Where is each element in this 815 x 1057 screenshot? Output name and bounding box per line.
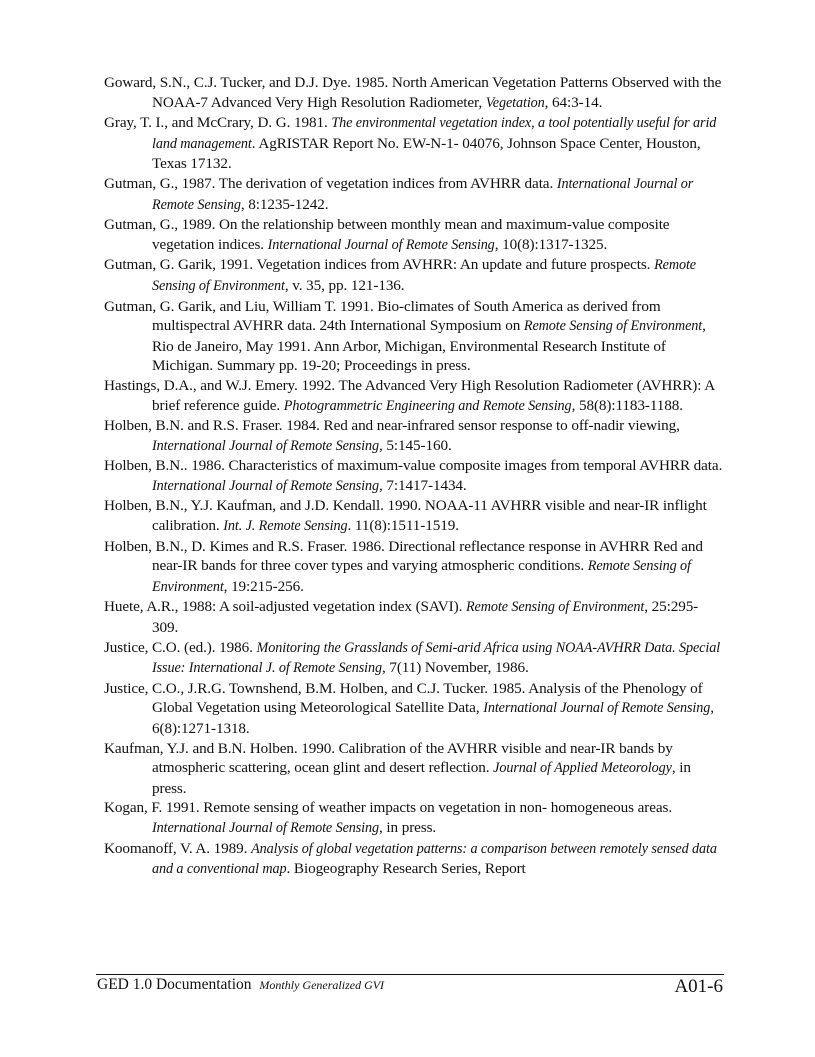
reference-source: Monitoring the Grasslands of Semi-arid Africa using NOAA-AVHRR Data. Special Issue: International J. of Remote Sensing — [152, 639, 721, 677]
footer-divider — [96, 974, 724, 975]
reference-text: Justice, C.O. (ed.). 1986. — [104, 638, 257, 656]
reference-text: Gutman, G., 1987. The derivation of vegetation indices from AVHRR data. — [104, 174, 557, 192]
reference-entry — [104, 297, 724, 376]
reference-details: , 8:1235-1242. — [240, 195, 329, 213]
reference-source: International Journal of Remote Sensing — [152, 819, 380, 836]
reference-details: , in press. — [379, 818, 437, 836]
reference-details: , 7(11) November, 1986. — [381, 659, 529, 677]
reference-details: . 11(8):1511-1519. — [347, 517, 459, 535]
reference-entry — [104, 73, 724, 113]
reference-text: Holben, B.N. and R.S. Fraser. 1984. Red and near-infrared sensor response to off-nadir viewing, — [104, 417, 680, 435]
reference-entry — [104, 679, 724, 739]
reference-text: Gray, T. I., and McCrary, D. G. 1981. — [104, 114, 332, 132]
reference-source: Vegetation — [485, 94, 545, 111]
reference-source: Remote Sensing of Environment — [465, 599, 645, 616]
reference-text: Justice, C.O., J.R.G. Townshend, B.M. Holben, and C.J. Tucker. 1985. Analysis of the Phenology of Global Vegetation using Meteorological Satellite Data, — [104, 679, 703, 717]
reference-entry — [104, 376, 724, 416]
reference-source: Journal of Applied Meteorology — [493, 760, 672, 777]
reference-source: Remote Sensing of Environment — [523, 318, 703, 335]
reference-text: Hastings, D.A., and W.J. Emery. 1992. The Advanced Very High Resolution Radiometer (AVHRR): A brief reference guide. — [104, 376, 715, 414]
reference-entry — [104, 739, 724, 799]
reference-entry — [104, 798, 724, 838]
reference-source: Analysis of global vegetation patterns: a comparison between remotely sensed data and a conventional map — [152, 840, 717, 878]
reference-details: , Rio de Janeiro, May 1991. Ann Arbor, Michigan, Environmental Research Institute of Michigan. Summary pp. 19-20; Proceedings in press. — [152, 317, 706, 375]
reference-entry — [104, 215, 724, 255]
reference-details: , 64:3-14. — [544, 93, 603, 111]
reference-entry — [104, 456, 724, 496]
reference-source: International Journal or Remote Sensing — [152, 175, 694, 213]
reference-details: , 10(8):1317-1325. — [494, 235, 608, 253]
reference-details: , 19:215-256. — [223, 577, 304, 595]
reference-entry — [104, 597, 724, 637]
reference-entry — [104, 174, 724, 215]
reference-source: Remote Sensing of Environment — [152, 558, 691, 595]
reference-details: , 58(8):1183-1188. — [571, 396, 683, 414]
reference-entry — [104, 255, 724, 296]
reference-source: International Journal of Remote Sensing — [152, 437, 380, 454]
reference-source: Photogrammetric Engineering and Remote Sensing — [283, 397, 572, 414]
reference-text: Goward, S.N., C.J. Tucker, and D.J. Dye. 1985. North American Vegetation Patterns Observed with the NOAA-7 Advanced Very High Resolution Radiometer, — [104, 74, 722, 111]
reference-text: Koomanoff, V. A. 1989. — [104, 839, 252, 857]
reference-text: Huete, A.R., 1988: A soil-adjusted vegetation index (SAVI). — [104, 598, 466, 616]
footer-title — [97, 976, 384, 994]
reference-details: . AgRISTAR Report No. EW-N-1- 04076, Johnson Space Center, Houston, Texas 17132. — [152, 134, 701, 173]
footer-subtitle: Monthly Generalized GVI — [259, 978, 385, 992]
reference-text: Holben, B.N., Y.J. Kaufman, and J.D. Kendall. 1990. NOAA-11 AVHRR visible and near-IR inflight calibration. — [104, 497, 707, 535]
reference-details: , 5:145-160. — [379, 436, 452, 454]
reference-text: Gutman, G. Garik, and Liu, William T. 1991. Bio-climates of South America as derived from multispectral AVHRR data. 24th International Symposium on — [104, 297, 661, 335]
footer-doc-title: GED 1.0 Documentation — [97, 976, 252, 993]
reference-source: Int. J. Remote Sensing — [223, 518, 348, 535]
reference-source: International Journal of Remote Sensing — [483, 700, 711, 717]
page-number: A01-6 — [674, 976, 723, 997]
reference-entry — [104, 839, 724, 880]
reference-details: , 7:1417-1434. — [379, 476, 467, 494]
reference-list — [104, 73, 724, 880]
reference-text: Holben, B.N.. 1986. Characteristics of maximum-value composite images from temporal AVHRR data. — [104, 457, 723, 475]
reference-text: Kogan, F. 1991. Remote sensing of weather impacts on vegetation in non- homogeneous areas. — [104, 799, 673, 817]
page-footer — [97, 976, 723, 998]
reference-source: International Journal of Remote Sensing — [152, 477, 380, 494]
reference-details: , 25:295-309. — [152, 598, 699, 637]
reference-details: , in press. — [152, 759, 691, 797]
reference-text: Kaufman, Y.J. and B.N. Holben. 1990. Calibration of the AVHRR visible and near-IR bands by atmospheric scattering, ocean glint and desert reflection. — [104, 739, 673, 777]
reference-text: Holben, B.N., D. Kimes and R.S. Fraser. 1986. Directional reflectance response in AVHRR Red and near-IR bands for three cover types and varying atmospheric conditions. — [104, 537, 703, 575]
reference-entry — [104, 416, 724, 456]
reference-source: The environmental vegetation index, a tool potentially useful for arid land management — [152, 115, 717, 152]
reference-entry — [104, 638, 724, 679]
reference-source: Remote Sensing of Environment — [152, 257, 697, 294]
reference-details: , 6(8):1271-1318. — [152, 699, 714, 737]
reference-details: . Biogeography Research Series, Report — [286, 860, 526, 878]
reference-details: , v. 35, pp. 121-136. — [284, 276, 405, 294]
reference-entry — [104, 113, 724, 174]
reference-source: International Journal of Remote Sensing — [267, 236, 495, 253]
reference-text: Gutman, G., 1989. On the relationship between monthly mean and maximum-value composite vegetation indices. — [104, 216, 670, 253]
reference-entry — [104, 537, 724, 598]
reference-entry — [104, 496, 724, 536]
reference-text: Gutman, G. Garik, 1991. Vegetation indices from AVHRR: An update and future prospects. — [104, 256, 655, 274]
